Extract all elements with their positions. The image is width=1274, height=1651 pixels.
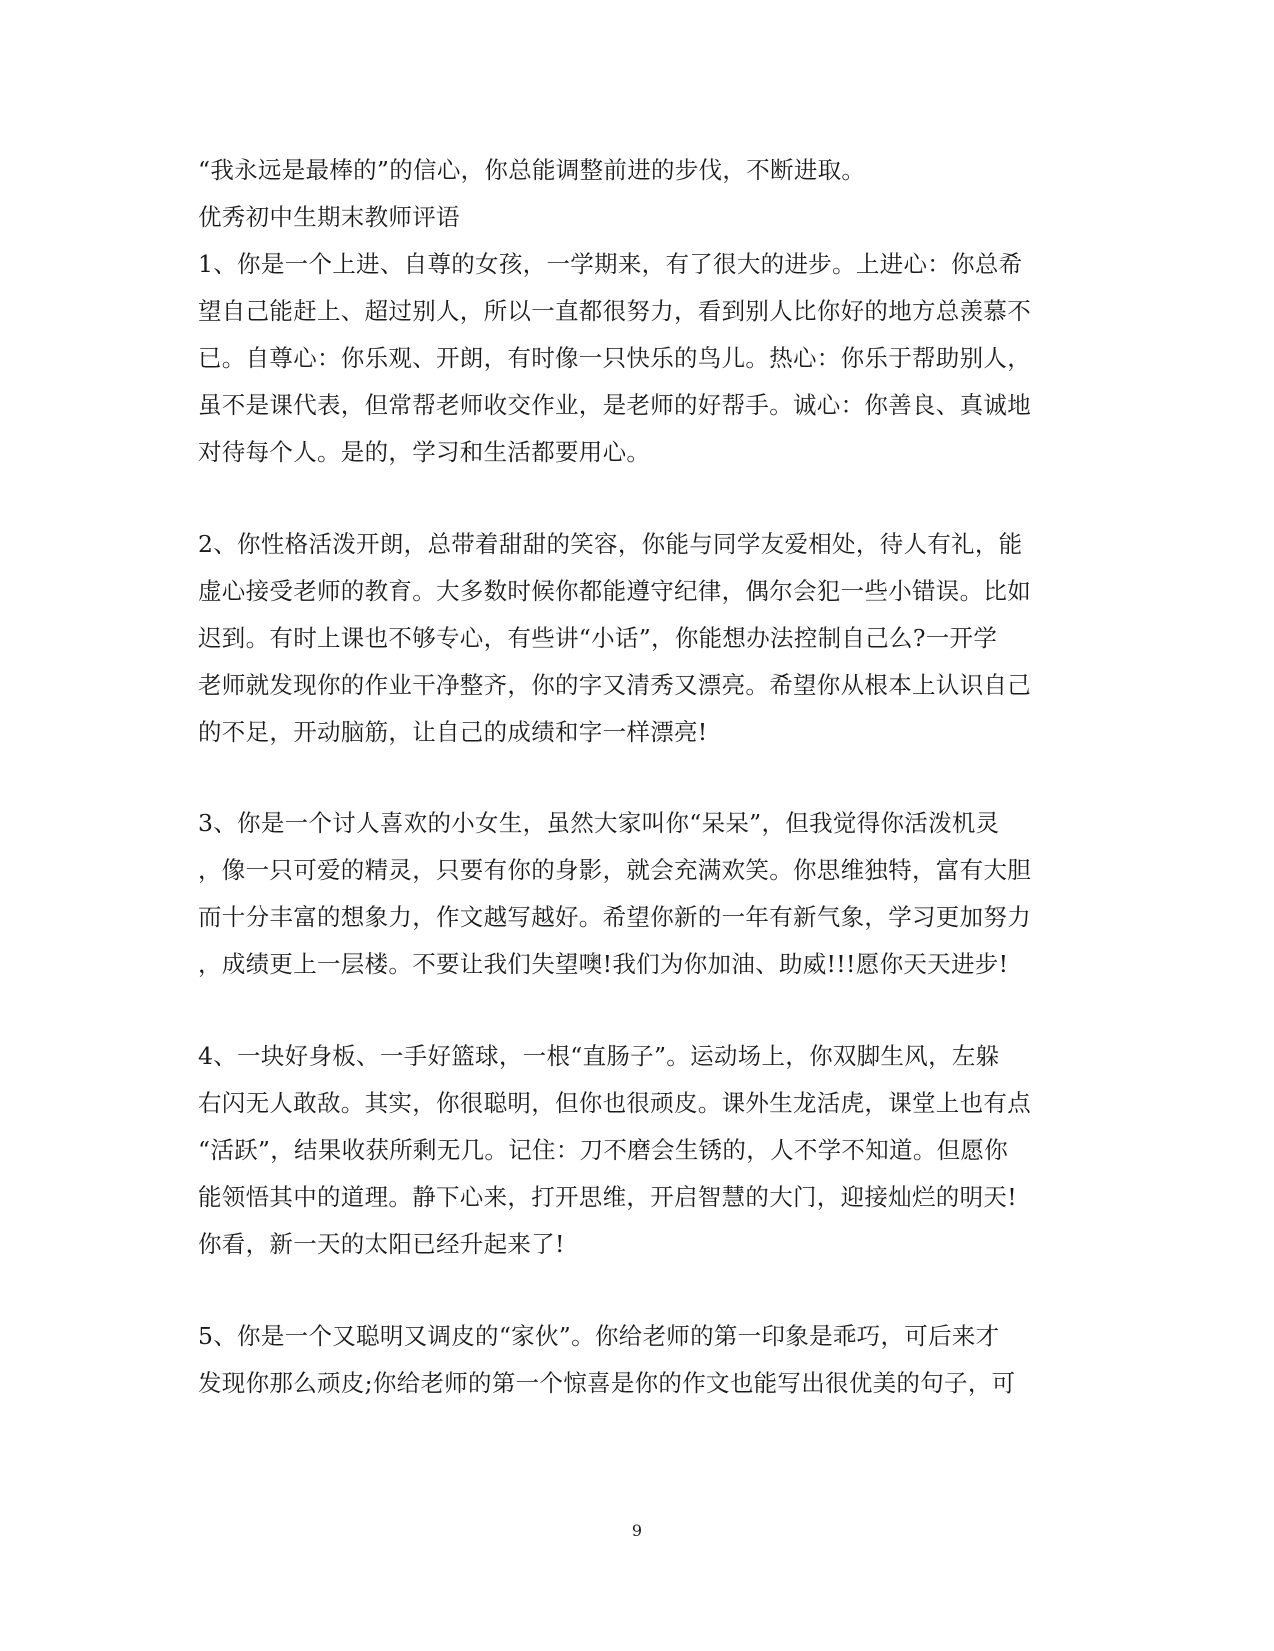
text-line: 虚心接受老师的教育。大多数时候你都能遵守纪律，偶尔会犯一些小错误。比如 xyxy=(198,577,1031,605)
text-line: 1、你是一个上进、自尊的女孩，一学期来，有了很大的进步。上进心：你总希 xyxy=(198,250,1023,278)
text-line: 4、一块好身板、一手好篮球，一根“直肠子”。运动场上，你双脚生风，左躲 xyxy=(198,1042,1000,1070)
text-line: “活跃”，结果收获所剩无几。记住：刀不磨会生锈的，人不学不知道。但愿你 xyxy=(198,1136,1009,1164)
text-line: 3、你是一个讨人喜欢的小女生，虽然大家叫你“呆呆”，但我觉得你活泼机灵 xyxy=(198,809,1000,837)
text-line: 2、你性格活泼开朗，总带着甜甜的笑容，你能与同学友爱相处，待人有礼，能 xyxy=(198,530,1023,558)
text-line: “我永远是最棒的”的信心，你总能调整前进的步伐，不断进取。 xyxy=(198,156,866,184)
text-line: 你看，新一天的太阳已经升起来了! xyxy=(198,1230,565,1258)
text-line: ，像一只可爱的精灵，只要有你的身影，就会充满欢笑。你思维独特，富有大胆 xyxy=(198,856,1031,884)
text-line: 对待每个人。是的，学习和生活都要用心。 xyxy=(198,438,651,466)
section-heading: 优秀初中生期末教师评语 xyxy=(198,203,460,231)
text-line: 已。自尊心：你乐观、开朗，有时像一只快乐的鸟儿。热心：你乐于帮助别人， xyxy=(198,344,1031,372)
page-number: 9 xyxy=(631,1521,643,1540)
text-line: 右闪无人敢敌。其实，你很聪明，但你也很顽皮。课外生龙活虎，课堂上也有点 xyxy=(198,1089,1031,1117)
text-line: 5、你是一个又聪明又调皮的“家伙”。你给老师的第一印象是乖巧，可后来才 xyxy=(198,1322,1000,1350)
text-line: 迟到。有时上课也不够专心，有些讲“小话”，你能想办法控制自己么?一开学 xyxy=(198,624,998,652)
text-line: 望自己能赶上、超过别人，所以一直都很努力，看到别人比你好的地方总羡慕不 xyxy=(198,297,1031,325)
text-line: 老师就发现你的作业干净整齐，你的字又清秀又漂亮。希望你从根本上认识自己 xyxy=(198,671,1031,699)
text-line: 的不足，开动脑筋，让自己的成绩和字一样漂亮! xyxy=(198,718,708,746)
text-line: ，成绩更上一层楼。不要让我们失望噢!我们为你加油、助威!!!愿你天天进步! xyxy=(198,950,1009,978)
text-line: 能领悟其中的道理。静下心来，打开思维，开启智慧的大门，迎接灿烂的明天! xyxy=(198,1183,1017,1211)
text-line: 虽不是课代表，但常帮老师收交作业，是老师的好帮手。诚心：你善良、真诚地 xyxy=(198,391,1031,419)
text-line: 发现你那么顽皮;你给老师的第一个惊喜是你的作文也能写出很优美的句子，可 xyxy=(198,1369,1016,1397)
text-line: 而十分丰富的想象力，作文越写越好。希望你新的一年有新气象，学习更加努力 xyxy=(198,903,1031,931)
